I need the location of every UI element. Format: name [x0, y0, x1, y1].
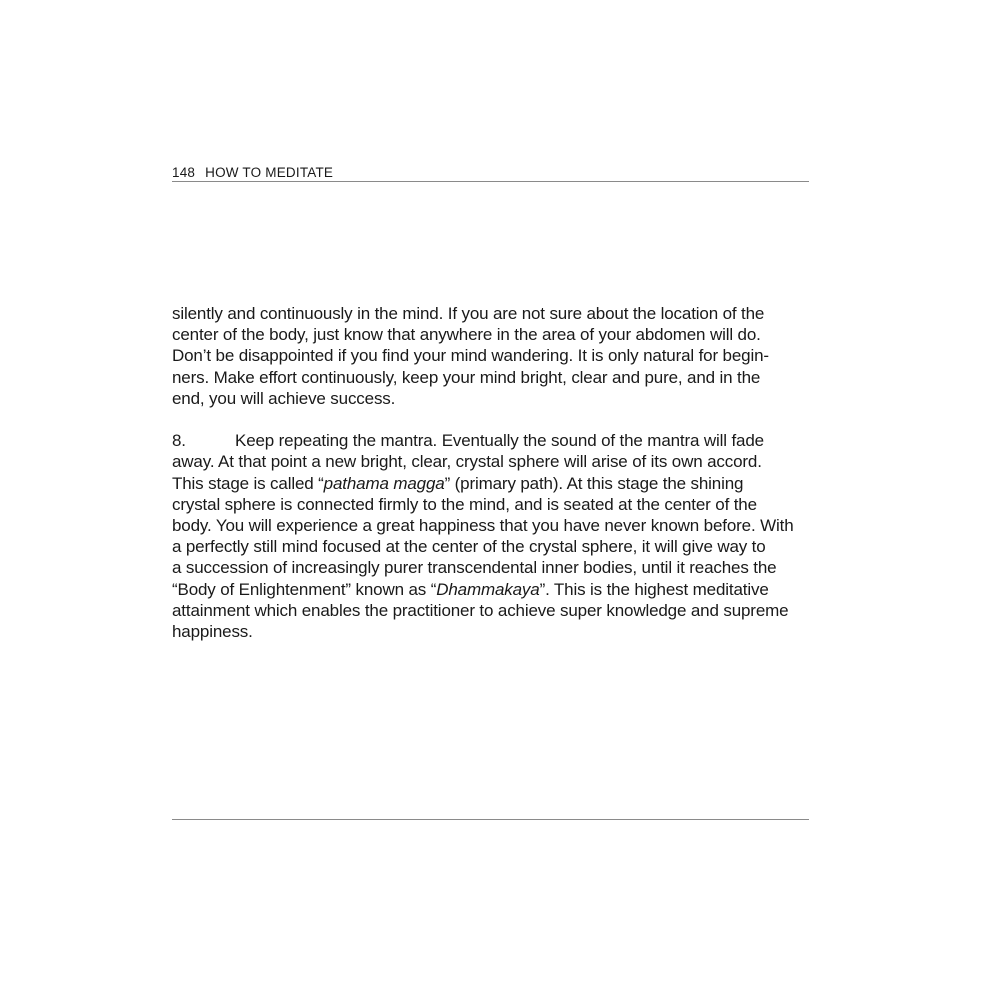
footer-rule: [172, 819, 809, 820]
text-line: crystal sphere is connected firmly to the mind, and is seated at the center of the: [172, 494, 757, 514]
running-header: [172, 164, 809, 182]
step-text: Keep repeating the mantra. Eventually the sound of the mantra will fade: [235, 431, 764, 451]
paragraph-continued: [172, 303, 812, 409]
text-line: [172, 430, 812, 451]
italic-term-pathama-magga: pathama magga: [323, 473, 445, 493]
text-line: a perfectly still mind focused at the center of the crystal sphere, it will give way to: [172, 537, 766, 557]
text-line: Don’t be disappointed if you find your mind wandering. It is only natural for begin-: [172, 346, 769, 366]
text-line: attainment which enables the practitioner to achieve super knowledge and supreme: [172, 600, 789, 620]
text-line: ners. Make effort continuously, keep your mind bright, clear and pure, and in the: [172, 367, 761, 387]
italic-term-dhammakaya: Dhammakaya: [436, 579, 540, 599]
text-line: happiness.: [172, 622, 253, 642]
text-line: end, you will achieve success.: [172, 388, 396, 408]
text-line: center of the body, just know that anywhere in the area of your abdomen will do.: [172, 325, 761, 345]
text-line: body. You will experience a great happiness that you have never known before. With: [172, 516, 794, 536]
text-segment: “Body of Enlightenment” known as “: [172, 579, 437, 599]
paragraph-gap: [172, 409, 812, 430]
text-segment: ”. This is the highest meditative: [539, 579, 769, 599]
step-number: 8.: [172, 431, 186, 451]
text-line: [172, 473, 812, 494]
header-rule: [172, 181, 809, 182]
text-segment: ” (primary path). At this stage the shining: [444, 473, 744, 493]
page-number: 148: [172, 165, 196, 180]
text-line: [172, 579, 812, 600]
text-line: a succession of increasingly purer transcendental inner bodies, until it reaches the: [172, 558, 777, 578]
running-title: HOW TO MEDITATE: [205, 165, 334, 180]
text-segment: This stage is called “: [172, 473, 324, 493]
body-text: [172, 303, 812, 642]
step-8-paragraph: [172, 430, 812, 642]
text-line: silently and continuously in the mind. If you are not sure about the location of the: [172, 304, 765, 323]
text-line: away. At that point a new bright, clear, crystal sphere will arise of its own accord.: [172, 452, 762, 472]
